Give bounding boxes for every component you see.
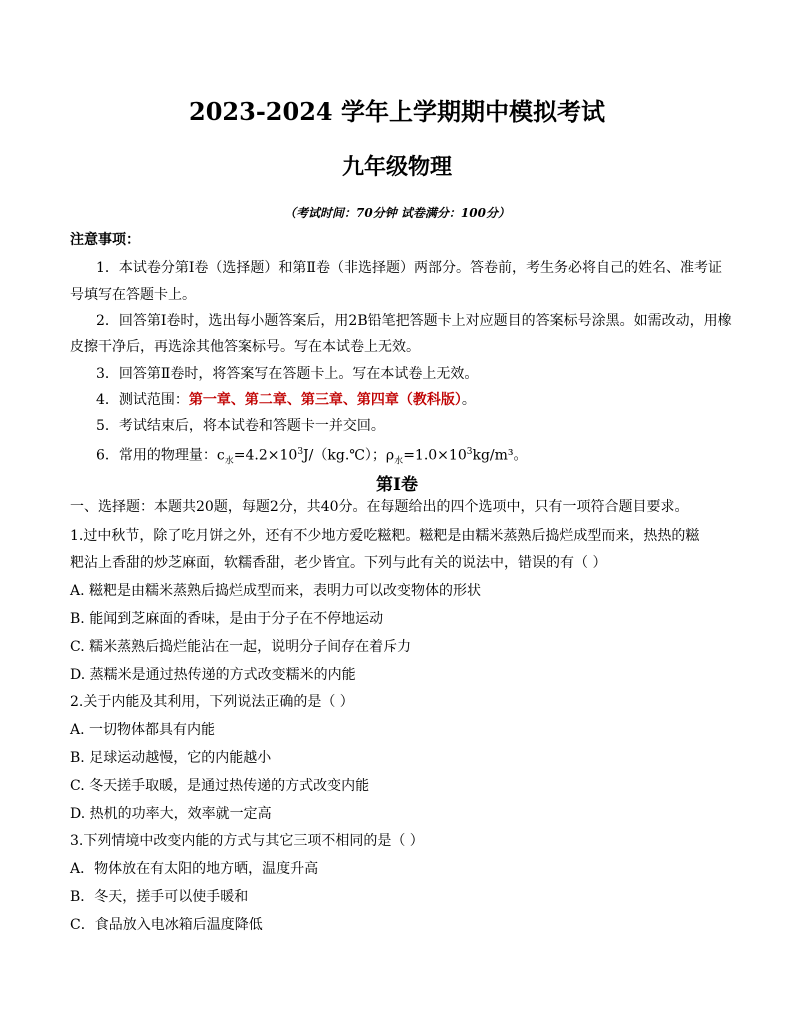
notice-item-1-line-2: 号填写在答题卡上。 <box>70 287 196 303</box>
question-1-stem-line-2: 粑沾上香甜的炒芝麻面，软糯香甜，老少皆宜。下列与此有关的说法中，错误的有（ ） <box>70 555 607 571</box>
question-1-stem-line-1: 1.过中秋节，除了吃月饼之外，还有不少地方爱吃糍粑。糍粑是由糯米蒸熟后捣烂成型而来，热热的糍 <box>70 528 700 544</box>
notice-item-3: 3．回答第Ⅱ卷时，将答案写在答题卡上。写在本试卷上无效。 <box>96 366 479 382</box>
notice-item-1-line-1: 1．本试卷分第Ⅰ卷（选择题）和第Ⅱ卷（非选择题）两部分。答卷前，考生务必将自己的姓名、准考证 <box>96 260 722 276</box>
notice-item-4 <box>96 390 730 410</box>
question-3-option-b: B．冬天，搓手可以使手暖和 <box>70 889 249 905</box>
water-subscript-1: 水 <box>224 456 234 467</box>
exam-meta: （考试时间：70分钟 试卷满分：100分） <box>284 206 510 220</box>
exponent-2: 3 <box>466 447 473 457</box>
notice-item-4-prefix: 4．测试范围： <box>96 392 189 408</box>
notice-heading: 注意事项： <box>70 232 140 248</box>
question-3-option-a: A．物体放在有太阳的地方晒，温度升高 <box>70 861 319 877</box>
question-2-option-a: A. 一切物体都具有内能 <box>70 722 216 738</box>
constants-rho-label: J/（kg.℃）；ρ <box>303 447 395 464</box>
question-3-option-c: C．食品放入电冰箱后温度降低 <box>70 917 263 933</box>
exam-title: 2023-2024 学年上学期期中模拟考试 <box>189 97 605 126</box>
question-1-option-c: C. 糯米蒸熟后捣烂能沾在一起，说明分子间存在着斥力 <box>70 639 412 655</box>
notice-item-6 <box>96 442 730 471</box>
section-intro: 一、选择题：本题共20题，每题2分，共40分。在每题给出的四个选项中，只有一项符合题目要求。 <box>70 499 689 515</box>
question-2-option-d: D. 热机的功率大，效率就一定高 <box>70 806 272 822</box>
exponent-1: 3 <box>297 447 304 457</box>
test-range: 第一章、第二章、第三章、第四章（教科版） <box>188 392 462 408</box>
constants-rho-value: =1.0×10 <box>403 447 467 464</box>
question-2-stem: 2.关于内能及其利用，下列说法正确的是（ ） <box>70 694 354 710</box>
constants-prefix: 6．常用的物理量：c <box>96 447 225 464</box>
question-1-option-a: A. 糍粑是由糯米蒸熟后捣烂成型而来，表明力可以改变物体的形状 <box>70 583 482 599</box>
question-1-option-b: B. 能闻到芝麻面的香味，是由于分子在不停地运动 <box>70 611 384 627</box>
notice-item-5: 5．考试结束后，将本试卷和答题卡一并交回。 <box>96 418 385 434</box>
notice-item-2-line-2: 皮擦干净后，再选涂其他答案标号。写在本试卷上无效。 <box>70 339 420 355</box>
water-subscript-2: 水 <box>394 456 404 467</box>
constants-c-value: =4.2×10 <box>233 447 298 464</box>
question-2-option-c: C. 冬天搓手取暖，是通过热传递的方式改变内能 <box>70 778 370 794</box>
constants-units: kg/m³。 <box>472 447 528 464</box>
question-1-option-d: D. 蒸糯米是通过热传递的方式改变糯米的内能 <box>70 667 356 683</box>
section-title: 第Ⅰ卷 <box>376 475 418 495</box>
notice-item-2-line-1: 2．回答第Ⅰ卷时，选出每小题答案后，用2B铅笔把答题卡上对应题目的答案标号涂黑。如需改动，用橡 <box>96 313 732 329</box>
exam-subtitle: 九年级物理 <box>341 154 452 180</box>
question-3-stem: 3.下列情境中改变内能的方式与其它三项不相同的是（ ） <box>70 833 424 849</box>
notice-item-4-suffix: 。 <box>461 392 476 408</box>
question-2-option-b: B. 足球运动越慢，它的内能越小 <box>70 750 272 766</box>
